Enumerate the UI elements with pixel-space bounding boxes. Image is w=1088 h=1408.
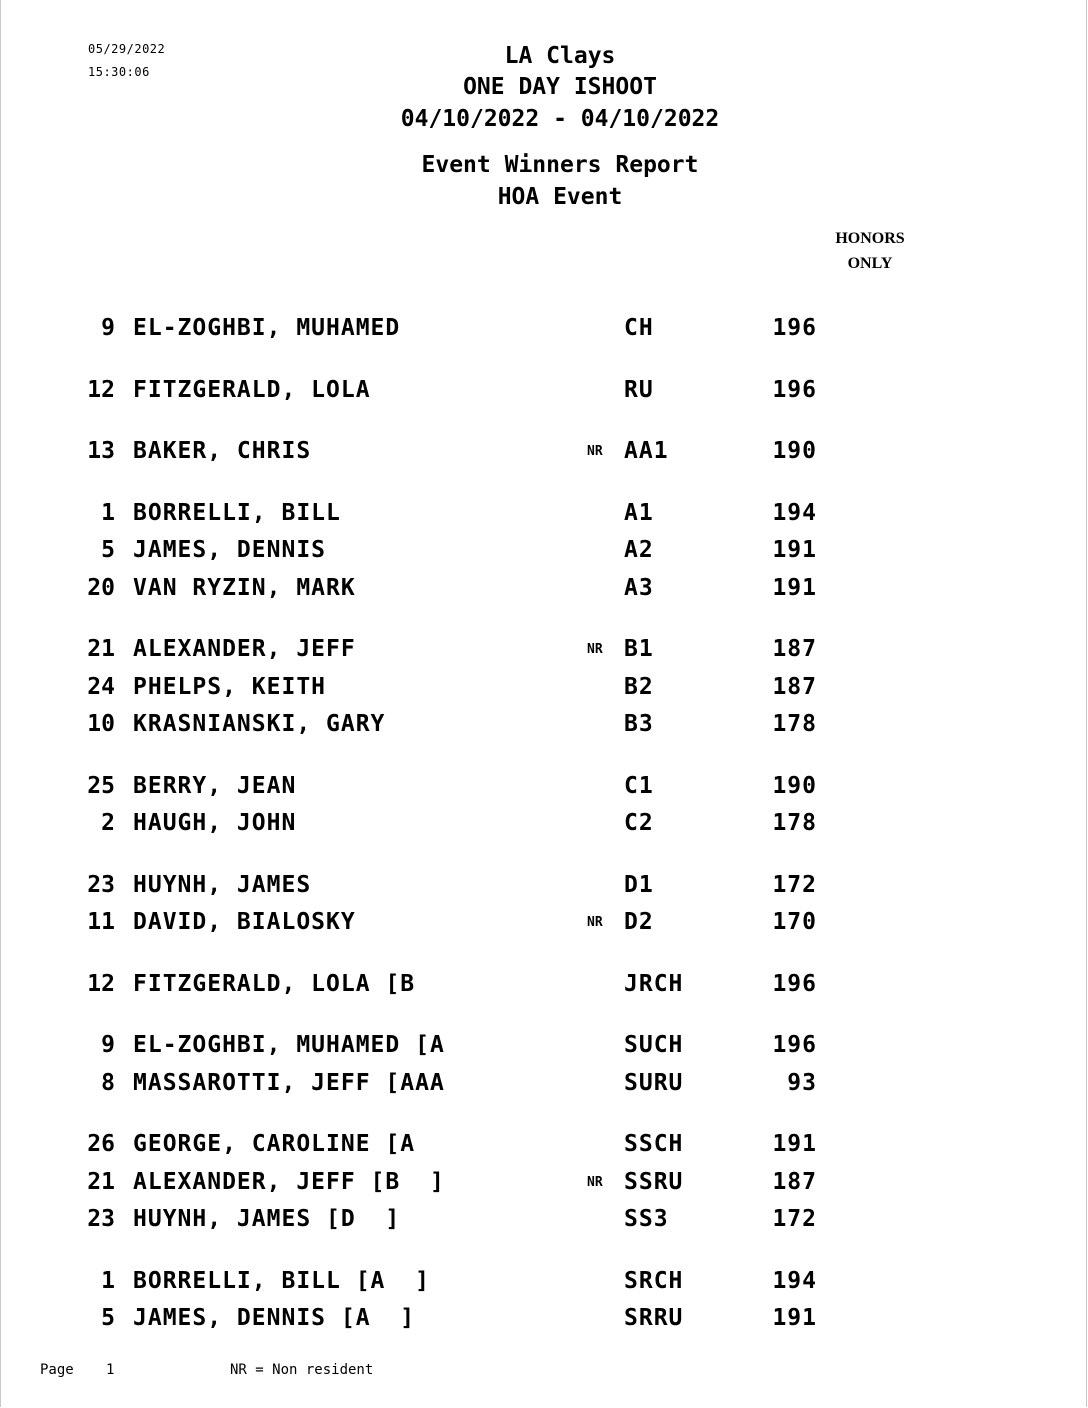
- shooter-name: BAKER, CHRIS: [133, 438, 312, 464]
- score: 191: [772, 1131, 817, 1157]
- shooter-number: 12: [87, 376, 115, 403]
- score: 187: [772, 673, 817, 700]
- nonresident-flag: NR: [587, 642, 603, 657]
- class-code: SRRU: [624, 1305, 684, 1331]
- shooter-number: 13: [87, 438, 115, 464]
- nonresident-flag: NR: [587, 444, 603, 459]
- winner-row: [0, 1300, 1088, 1338]
- shoot-name: ONE DAY ISHOOT: [463, 74, 657, 100]
- score: 172: [772, 1206, 817, 1232]
- class-code: SURU: [624, 1069, 684, 1096]
- nr-legend: NR = Non resident: [230, 1362, 374, 1378]
- class-code: D1: [624, 871, 654, 898]
- class-code: SRCH: [624, 1267, 684, 1294]
- winner-row: [0, 570, 1088, 608]
- shooter-number: 21: [87, 636, 115, 662]
- shooter-number: 9: [101, 315, 115, 341]
- class-code: A3: [624, 574, 654, 601]
- honors-only-header: [815, 226, 925, 276]
- shooter-number: 26: [87, 1131, 115, 1157]
- shooter-name: DAVID, BIALOSKY: [133, 909, 356, 935]
- shooter-number: 5: [101, 1305, 115, 1331]
- class-code: SS3: [624, 1206, 669, 1232]
- shooter-name: EL-ZOGHBI, MUHAMED [A: [133, 1032, 445, 1058]
- winner-row: [0, 310, 1088, 348]
- shooter-name: FITZGERALD, LOLA: [133, 376, 371, 403]
- winner-row: [0, 433, 1088, 471]
- winner-row: [0, 1201, 1088, 1239]
- page-label: Page: [40, 1362, 74, 1378]
- shooter-number: 23: [87, 1206, 115, 1232]
- score: 93: [787, 1069, 817, 1096]
- score: 196: [772, 1032, 817, 1058]
- score: 196: [772, 376, 817, 403]
- shooter-number: 24: [87, 673, 115, 700]
- shooter-name: GEORGE, CAROLINE [A: [133, 1131, 416, 1157]
- score: 187: [772, 636, 817, 662]
- shooter-name: EL-ZOGHBI, MUHAMED: [133, 315, 401, 341]
- score: 196: [772, 970, 817, 997]
- winner-row: [0, 904, 1088, 942]
- winner-row: [0, 532, 1088, 570]
- report-title: Event Winners Report: [421, 152, 699, 178]
- winner-row: [0, 768, 1088, 806]
- only-label: ONLY: [847, 255, 893, 272]
- winner-row: [0, 1027, 1088, 1065]
- score: 191: [772, 537, 817, 563]
- nonresident-flag: NR: [587, 915, 603, 930]
- winner-row: [0, 1065, 1088, 1103]
- score: 194: [772, 499, 817, 526]
- winner-row: [0, 631, 1088, 669]
- class-code: SSCH: [624, 1131, 684, 1157]
- winner-row: [0, 1263, 1088, 1301]
- print-date: 05/29/2022: [88, 42, 166, 56]
- score: 191: [772, 1305, 817, 1331]
- winners-list: [0, 310, 1088, 1338]
- shooter-number: 1: [101, 499, 115, 526]
- shooter-name: BERRY, JEAN: [133, 772, 297, 799]
- score: 172: [772, 871, 817, 898]
- class-code: B1: [624, 636, 654, 662]
- score: 190: [772, 772, 817, 799]
- shooter-number: 2: [101, 810, 115, 836]
- winner-row: [0, 495, 1088, 533]
- shooter-name: JAMES, DENNIS: [133, 537, 327, 563]
- score: 191: [772, 574, 817, 601]
- class-code: SSRU: [624, 1168, 684, 1195]
- score: 196: [772, 315, 817, 341]
- winner-row: [0, 805, 1088, 843]
- page-number: 1: [106, 1362, 115, 1378]
- nonresident-flag: NR: [587, 1174, 603, 1190]
- event-name: HOA Event: [497, 184, 623, 210]
- class-code: A1: [624, 499, 654, 526]
- class-code: RU: [624, 376, 654, 403]
- score: 178: [772, 711, 817, 737]
- shooter-name: JAMES, DENNIS [A ]: [133, 1305, 416, 1331]
- shooter-name: HUYNH, JAMES: [133, 871, 312, 898]
- shooter-number: 8: [101, 1069, 115, 1096]
- class-code: CH: [624, 315, 654, 341]
- winner-row: [0, 706, 1088, 744]
- shooter-name: BORRELLI, BILL: [133, 499, 341, 526]
- shooter-name: ALEXANDER, JEFF: [133, 636, 356, 662]
- score: 194: [772, 1267, 817, 1294]
- winner-row: [0, 1164, 1088, 1202]
- score: 170: [772, 909, 817, 935]
- class-code: JRCH: [624, 970, 684, 997]
- shooter-number: 25: [87, 772, 115, 799]
- class-code: SUCH: [624, 1032, 684, 1058]
- shooter-name: FITZGERALD, LOLA [B: [133, 970, 416, 997]
- shooter-name: VAN RYZIN, MARK: [133, 574, 356, 601]
- club-name: LA Clays: [504, 43, 616, 69]
- shooter-name: BORRELLI, BILL [A ]: [133, 1267, 430, 1294]
- class-code: A2: [624, 537, 654, 563]
- score: 190: [772, 438, 817, 464]
- winner-row: [0, 669, 1088, 707]
- shooter-number: 10: [87, 711, 115, 737]
- shooter-number: 23: [87, 871, 115, 898]
- winner-row: [0, 372, 1088, 410]
- winner-row: [0, 867, 1088, 905]
- shooter-number: 9: [101, 1032, 115, 1058]
- shooter-name: PHELPS, KEITH: [133, 673, 327, 700]
- shooter-number: 5: [101, 537, 115, 563]
- shooter-number: 11: [87, 909, 115, 935]
- print-time: 15:30:06: [88, 65, 150, 79]
- class-code: AA1: [624, 438, 669, 464]
- shooter-number: 1: [101, 1267, 115, 1294]
- date-range: 04/10/2022 - 04/10/2022: [400, 106, 720, 132]
- class-code: B3: [624, 711, 654, 737]
- shooter-number: 21: [87, 1168, 115, 1195]
- shooter-name: HUYNH, JAMES [D ]: [133, 1206, 401, 1232]
- class-code: C2: [624, 810, 654, 836]
- winner-row: [0, 1126, 1088, 1164]
- shooter-name: MASSAROTTI, JEFF [AAA: [133, 1069, 445, 1096]
- shooter-number: 12: [87, 970, 115, 997]
- honors-label: HONORS: [835, 230, 905, 247]
- winner-row: [0, 966, 1088, 1004]
- shooter-name: HAUGH, JOHN: [133, 810, 297, 836]
- score: 178: [772, 810, 817, 836]
- shooter-name: ALEXANDER, JEFF [B ]: [133, 1168, 445, 1195]
- score: 187: [772, 1168, 817, 1195]
- shooter-name: KRASNIANSKI, GARY: [133, 711, 386, 737]
- shooter-number: 20: [87, 574, 115, 601]
- class-code: B2: [624, 673, 654, 700]
- class-code: C1: [624, 772, 654, 799]
- class-code: D2: [624, 909, 654, 935]
